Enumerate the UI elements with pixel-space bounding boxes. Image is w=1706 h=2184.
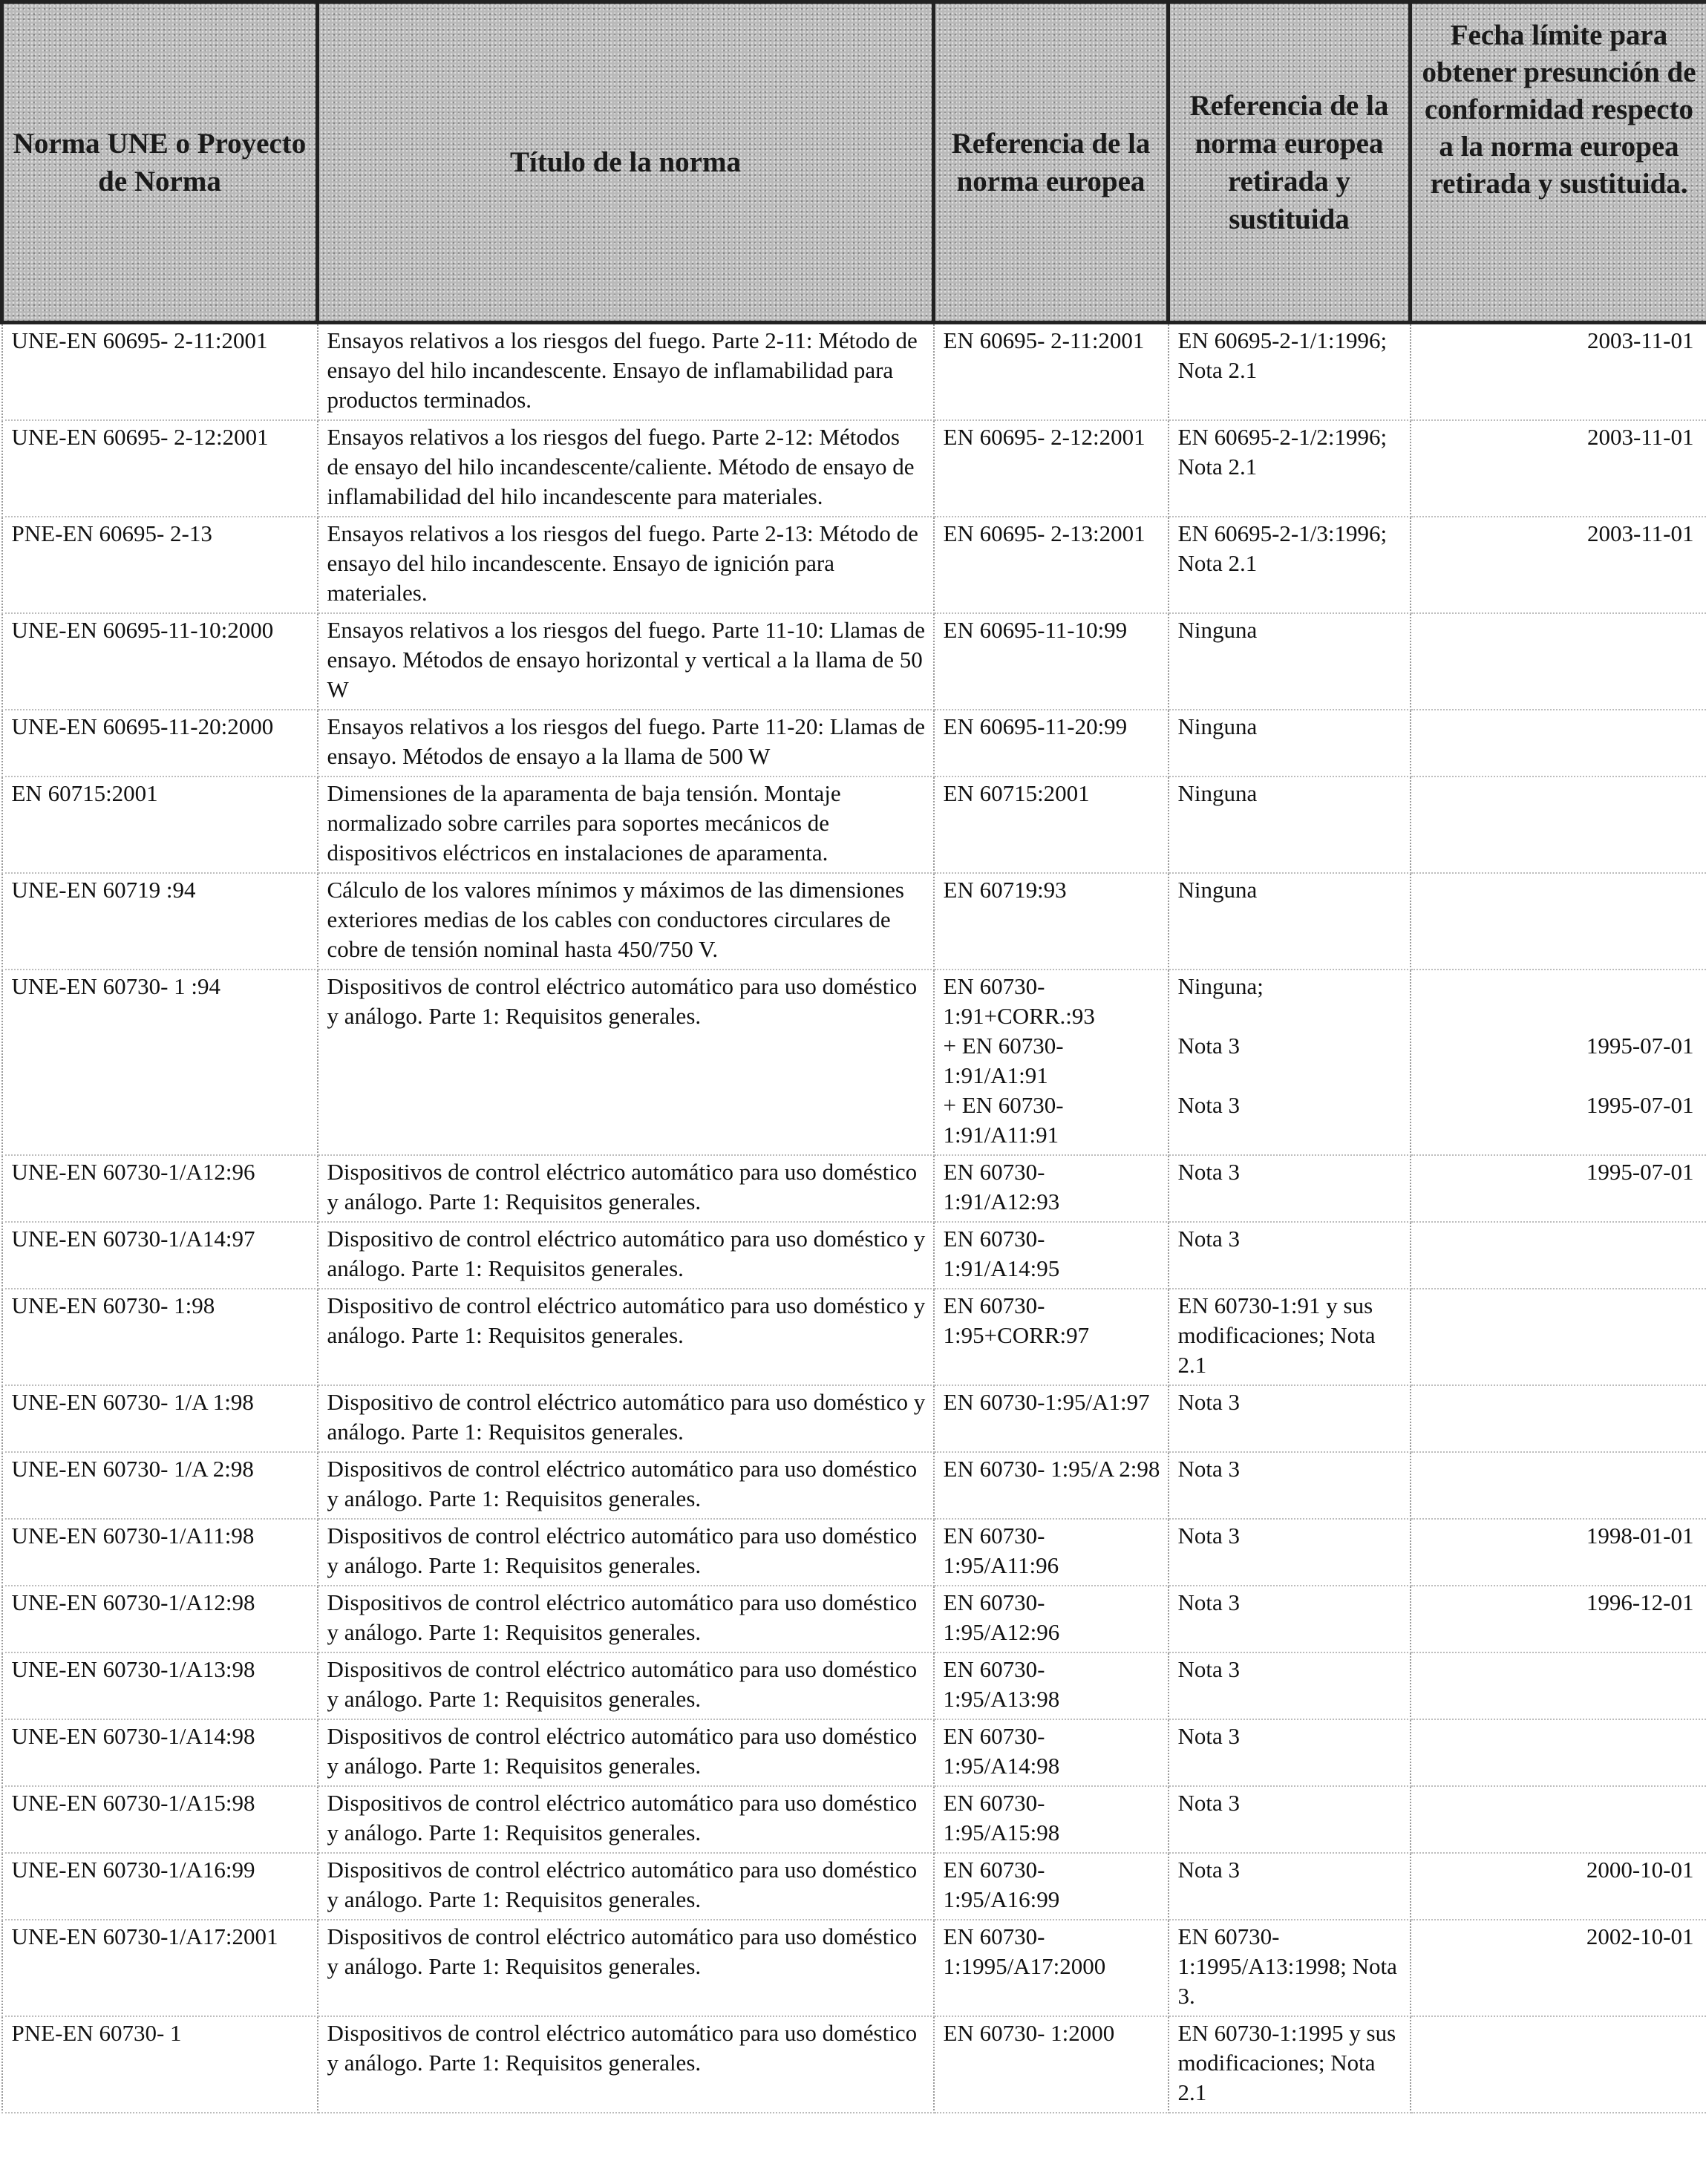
cell-fecha-line <box>1420 972 1694 1031</box>
cell-referencia: EN 60730- 1:2000 <box>934 2016 1169 2113</box>
cell-titulo: Cálculo de los valores mínimos y máximos de las dimensiones exteriores medias de los cables con conductores circulares de cobre de tensión nominal hasta 450/750 V. <box>318 873 934 970</box>
cell-fecha <box>1411 1385 1706 1452</box>
cell-referencia: EN 60730-1:91/A12:93 <box>934 1155 1169 1222</box>
cell-retirada: Ninguna <box>1169 613 1411 710</box>
cell-titulo: Dispositivos de control eléctrico automático para uso doméstico y análogo. Parte 1: Requisitos generales. <box>318 1155 934 1222</box>
cell-titulo: Ensayos relativos a los riesgos del fuego. Parte 2-12: Métodos de ensayo del hilo incandescente/caliente. Método de ensayo de inflamabilidad del hilo incandescente para materiales. <box>318 420 934 517</box>
cell-fecha-line: 1995-07-01 <box>1586 1033 1694 1059</box>
cell-referencia: EN 60730-1:1995/A17:2000 <box>934 1920 1169 2016</box>
cell-fecha: 1996-12-01 <box>1411 1586 1706 1652</box>
cell-norma: UNE-EN 60730-1/A12:98 <box>2 1586 318 1652</box>
cell-fecha <box>1411 613 1706 710</box>
cell-referencia: EN 60730-1:95/A16:99 <box>934 1853 1169 1920</box>
table-row <box>2 710 1706 777</box>
cell-norma: UNE-EN 60730-1/A14:98 <box>2 1719 318 1786</box>
cell-retirada: Nota 3 <box>1169 1786 1411 1853</box>
cell-norma: PNE-EN 60730- 1 <box>2 2016 318 2113</box>
table-row <box>2 323 1706 421</box>
cell-referencia: EN 60695- 2-11:2001 <box>934 323 1169 421</box>
cell-norma: EN 60715:2001 <box>2 777 318 873</box>
cell-norma: PNE-EN 60695- 2-13 <box>2 517 318 613</box>
cell-norma: UNE-EN 60695-11-20:2000 <box>2 710 318 777</box>
cell-titulo: Dispositivo de control eléctrico automático para uso doméstico y análogo. Parte 1: Requisitos generales. <box>318 1222 934 1289</box>
cell-fecha: 2002-10-01 <box>1411 1920 1706 2016</box>
cell-retirada: Ninguna <box>1169 873 1411 970</box>
cell-titulo: Dispositivos de control eléctrico automático para uso doméstico y análogo. Parte 1: Requisitos generales. <box>318 1853 934 1920</box>
cell-fecha-line: 1995-07-01 <box>1586 1092 1694 1118</box>
cell-titulo: Ensayos relativos a los riesgos del fuego. Parte 11-10: Llamas de ensayo. Métodos de ensayo horizontal y vertical a la llama de 50 W <box>318 613 934 710</box>
cell-fecha <box>1411 1719 1706 1786</box>
table-row <box>2 1652 1706 1719</box>
cell-retirada: EN 60730-1:1995/A13:1998; Nota 3. <box>1169 1920 1411 2016</box>
table-row <box>2 2016 1706 2113</box>
cell-fecha <box>1411 1289 1706 1385</box>
header-norma: Norma UNE o Proyecto de Norma <box>2 2 318 323</box>
cell-fecha <box>1411 777 1706 873</box>
table-row <box>2 1586 1706 1652</box>
header-titulo: Título de la norma <box>318 2 934 323</box>
cell-referencia: EN 60695-11-20:99 <box>934 710 1169 777</box>
cell-fecha <box>1411 1452 1706 1519</box>
cell-fecha <box>1411 1786 1706 1853</box>
cell-referencia: EN 60730-1:95/A1:97 <box>934 1385 1169 1452</box>
cell-norma: UNE-EN 60730- 1/A 2:98 <box>2 1452 318 1519</box>
cell-referencia: EN 60719:93 <box>934 873 1169 970</box>
cell-retirada: Nota 3 <box>1169 1719 1411 1786</box>
cell-retirada: Nota 3 <box>1169 1586 1411 1652</box>
cell-fecha <box>1411 2016 1706 2113</box>
table-row-60730-1-94 <box>2 970 1706 1155</box>
cell-titulo: Dispositivos de control eléctrico automático para uso doméstico y análogo. Parte 1: Requisitos generales. <box>318 1452 934 1519</box>
cell-retirada: EN 60695-2-1/1:1996; Nota 2.1 <box>1169 323 1411 421</box>
table-row <box>2 420 1706 517</box>
cell-referencia: EN 60730- 1:95/A 2:98 <box>934 1452 1169 1519</box>
cell-titulo: Dispositivos de control eléctrico automático para uso doméstico y análogo. Parte 1: Requisitos generales. <box>318 1786 934 1853</box>
cell-retirada: Nota 3 <box>1169 1853 1411 1920</box>
cell-referencia: EN 60730-1:95+CORR:97 <box>934 1289 1169 1385</box>
cell-fecha: 2000-10-01 <box>1411 1853 1706 1920</box>
table-row <box>2 1155 1706 1222</box>
cell-titulo: Ensayos relativos a los riesgos del fuego. Parte 2-13: Método de ensayo del hilo incandescente. Ensayo de ignición para materiales. <box>318 517 934 613</box>
table-row <box>2 1920 1706 2016</box>
table-row <box>2 1519 1706 1586</box>
table-row <box>2 1786 1706 1853</box>
cell-retirada: EN 60730-1:1995 y sus modificaciones; Nota 2.1 <box>1169 2016 1411 2113</box>
cell-titulo: Dispositivos de control eléctrico automático para uso doméstico y análogo. Parte 1: Requisitos generales. <box>318 1586 934 1652</box>
cell-referencia: EN 60730-1:95/A13:98 <box>934 1652 1169 1719</box>
table-row <box>2 1853 1706 1920</box>
header-row <box>2 2 1706 323</box>
cell-retirada <box>1169 970 1411 1155</box>
table-row <box>2 613 1706 710</box>
cell-fecha: 1998-01-01 <box>1411 1519 1706 1586</box>
cell-norma: UNE-EN 60719 :94 <box>2 873 318 970</box>
cell-fecha: 1995-07-01 <box>1411 1155 1706 1222</box>
cell-titulo: Dispositivo de control eléctrico automático para uso doméstico y análogo. Parte 1: Requisitos generales. <box>318 1385 934 1452</box>
table-row <box>2 1385 1706 1452</box>
cell-referencia: EN 60715:2001 <box>934 777 1169 873</box>
cell-norma: UNE-EN 60730-1/A15:98 <box>2 1786 318 1853</box>
cell-retirada: Nota 3 <box>1169 1155 1411 1222</box>
cell-norma: UNE-EN 60730-1/A13:98 <box>2 1652 318 1719</box>
table-header <box>2 2 1706 323</box>
cell-norma: UNE-EN 60730-1/A12:96 <box>2 1155 318 1222</box>
cell-referencia: EN 60695- 2-12:2001 <box>934 420 1169 517</box>
header-referencia: Referencia de la norma europea <box>934 2 1169 323</box>
cell-norma: UNE-EN 60695- 2-12:2001 <box>2 420 318 517</box>
cell-retirada: Nota 3 <box>1169 1652 1411 1719</box>
cell-titulo: Dimensiones de la aparamenta de baja tensión. Montaje normalizado sobre carriles para soportes mecánicos de dispositivos eléctricos en instalaciones de aparamenta. <box>318 777 934 873</box>
table-row <box>2 1222 1706 1289</box>
cell-referencia: EN 60695-11-10:99 <box>934 613 1169 710</box>
cell-referencia: EN 60730-1:91/A14:95 <box>934 1222 1169 1289</box>
cell-retirada-line: Nota 3 <box>1177 1092 1241 1118</box>
cell-norma: UNE-EN 60730-1/A14:97 <box>2 1222 318 1289</box>
cell-fecha <box>1411 1652 1706 1719</box>
table-row <box>2 1452 1706 1519</box>
table-body <box>2 323 1706 2113</box>
cell-norma: UNE-EN 60730-1/A16:99 <box>2 1853 318 1920</box>
cell-retirada: Nota 3 <box>1169 1452 1411 1519</box>
cell-retirada: Ninguna <box>1169 777 1411 873</box>
table-row <box>2 777 1706 873</box>
cell-titulo: Dispositivos de control eléctrico automático para uso doméstico y análogo. Parte 1: Requisitos generales. <box>318 1719 934 1786</box>
cell-fecha: 2003-11-01 <box>1411 323 1706 421</box>
cell-titulo: Ensayos relativos a los riesgos del fuego. Parte 2-11: Método de ensayo del hilo incandescente. Ensayo de inflamabilidad para productos terminados. <box>318 323 934 421</box>
cell-norma: UNE-EN 60695-11-10:2000 <box>2 613 318 710</box>
cell-referencia: EN 60730-1:95/A12:96 <box>934 1586 1169 1652</box>
cell-referencia <box>934 970 1169 1155</box>
cell-retirada: EN 60695-2-1/2:1996; Nota 2.1 <box>1169 420 1411 517</box>
cell-referencia-line: + EN 60730-1:91/A1:91 <box>943 1033 1064 1088</box>
cell-referencia: EN 60730-1:95/A15:98 <box>934 1786 1169 1853</box>
cell-fecha: 2003-11-01 <box>1411 420 1706 517</box>
cell-referencia: EN 60695- 2-13:2001 <box>934 517 1169 613</box>
cell-referencia: EN 60730-1:95/A11:96 <box>934 1519 1169 1586</box>
cell-norma: UNE-EN 60730-1/A17:2001 <box>2 1920 318 2016</box>
cell-titulo: Ensayos relativos a los riesgos del fuego. Parte 11-20: Llamas de ensayo. Métodos de ensayo a la llama de 500 W <box>318 710 934 777</box>
cell-titulo: Dispositivos de control eléctrico automático para uso doméstico y análogo. Parte 1: Requisitos generales. <box>318 1920 934 2016</box>
cell-retirada: Ninguna <box>1169 710 1411 777</box>
table-row <box>2 873 1706 970</box>
cell-norma: UNE-EN 60730-1/A11:98 <box>2 1519 318 1586</box>
cell-fecha <box>1411 710 1706 777</box>
cell-fecha <box>1411 970 1706 1155</box>
cell-retirada-line: Nota 3 <box>1177 1033 1241 1059</box>
cell-referencia: EN 60730-1:95/A14:98 <box>934 1719 1169 1786</box>
cell-retirada: Nota 3 <box>1169 1385 1411 1452</box>
table-row <box>2 517 1706 613</box>
cell-norma: UNE-EN 60730- 1/A 1:98 <box>2 1385 318 1452</box>
cell-referencia-line: EN 60730-1:91+CORR.:93 <box>943 973 1095 1029</box>
cell-fecha: 2003-11-01 <box>1411 517 1706 613</box>
table-row <box>2 1719 1706 1786</box>
cell-retirada: Nota 3 <box>1169 1519 1411 1586</box>
cell-retirada: EN 60730-1:91 y sus modificaciones; Nota 2.1 <box>1169 1289 1411 1385</box>
cell-titulo: Dispositivos de control eléctrico automático para uso doméstico y análogo. Parte 1: Requisitos generales. <box>318 970 934 1155</box>
cell-norma: UNE-EN 60695- 2-11:2001 <box>2 323 318 421</box>
cell-norma: UNE-EN 60730- 1 :94 <box>2 970 318 1155</box>
cell-retirada: Nota 3 <box>1169 1222 1411 1289</box>
cell-fecha <box>1411 873 1706 970</box>
cell-titulo: Dispositivos de control eléctrico automático para uso doméstico y análogo. Parte 1: Requisitos generales. <box>318 1519 934 1586</box>
table-row <box>2 1289 1706 1385</box>
cell-retirada-line: Ninguna; <box>1177 973 1264 999</box>
header-fecha-limite: Fecha límite para obtener presunción de conformidad respecto a la norma europea retirada y sustituida. <box>1411 2 1706 323</box>
cell-titulo: Dispositivos de control eléctrico automático para uso doméstico y análogo. Parte 1: Requisitos generales. <box>318 2016 934 2113</box>
cell-retirada: EN 60695-2-1/3:1996; Nota 2.1 <box>1169 517 1411 613</box>
cell-titulo: Dispositivos de control eléctrico automático para uso doméstico y análogo. Parte 1: Requisitos generales. <box>318 1652 934 1719</box>
cell-referencia-line: + EN 60730-1:91/A11:91 <box>943 1092 1064 1148</box>
header-retirada: Referencia de la norma europea retirada y sustituida <box>1169 2 1411 323</box>
cell-norma: UNE-EN 60730- 1:98 <box>2 1289 318 1385</box>
cell-titulo: Dispositivo de control eléctrico automático para uso doméstico y análogo. Parte 1: Requisitos generales. <box>318 1289 934 1385</box>
cell-fecha <box>1411 1222 1706 1289</box>
